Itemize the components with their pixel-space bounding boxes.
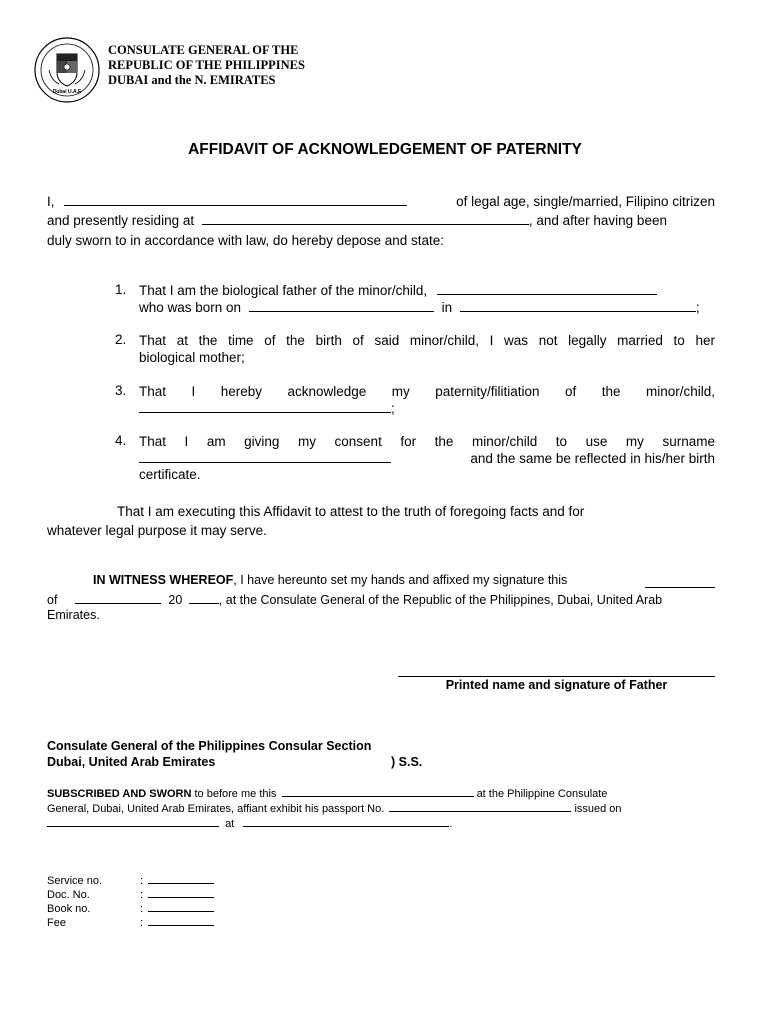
child-name-blank[interactable] — [437, 282, 657, 295]
witness-place: , at the Consulate General of the Republic of the Philippines, Dubai, United Arab — [218, 593, 663, 607]
item-1-line-1 — [139, 282, 715, 300]
item-1-text-d: ; — [695, 300, 700, 315]
field-colon: : — [140, 903, 144, 915]
signature-line[interactable] — [398, 676, 715, 677]
field-label: Fee — [47, 917, 66, 929]
field-label: Book no. — [47, 903, 91, 915]
item-1-number: 1. — [115, 282, 127, 297]
item-4-text-b: and the same be reflected in his/her birth — [470, 451, 715, 466]
year-blank[interactable] — [189, 591, 219, 604]
birth-date-blank[interactable] — [249, 299, 434, 312]
month-blank[interactable] — [75, 591, 161, 604]
signature-label: Printed name and signature of Father — [445, 678, 668, 692]
witness-line-1 — [93, 573, 717, 587]
sworn-issued: issued on — [574, 803, 622, 815]
witness-bold: IN WITNESS WHEREOF — [93, 573, 234, 587]
intro-line-3: duly sworn to in accordance with law, do hereby depose and state: — [47, 233, 444, 248]
item-4-line-2 — [139, 450, 715, 468]
intro-legal-age: of legal age, single/married, Filipino citrizen — [456, 194, 715, 209]
item-2-line-1: That at the time of the birth of said minor/child, I was not legally married to her — [139, 333, 715, 348]
sworn-line-3 — [47, 816, 452, 832]
item-1-text-c: in — [441, 300, 453, 315]
witness-year: 20 — [168, 593, 183, 607]
service-no-blank[interactable] — [148, 873, 214, 884]
intro-after-sworn: , and after having been — [528, 213, 667, 228]
item-2-line-2: biological mother; — [139, 350, 245, 365]
sworn-line-2 — [47, 801, 622, 817]
field-label: Doc. No. — [47, 889, 90, 901]
header-block — [108, 43, 305, 88]
sworn-at-consulate: at the Philippine Consulate — [476, 788, 608, 800]
consular-line-2: Dubai, United Arab Emirates — [47, 755, 216, 769]
sworn-line-1 — [47, 786, 607, 802]
seal-inner-text: Dubai U.A.E — [52, 89, 82, 95]
field-fee — [47, 915, 214, 931]
witness-line-2 — [47, 591, 662, 607]
intro-line-2 — [47, 211, 717, 230]
issued-place-blank[interactable] — [243, 816, 449, 827]
sworn-at: at — [225, 818, 235, 830]
sworn-to-before: to before me this — [194, 788, 277, 800]
item-3-text-b: ; — [391, 401, 395, 416]
sworn-line-2-text: General, Dubai, United Arab Emirates, affiant exhibit his passport No. — [47, 803, 385, 815]
intro-i: I, — [47, 194, 55, 209]
field-label: Service no. — [47, 875, 103, 887]
header-line-3: DUBAI and the N. EMIRATES — [108, 73, 276, 87]
intro-line-1 — [47, 192, 717, 211]
fee-blank[interactable] — [148, 915, 214, 926]
header-line-2: REPUBLIC OF THE PHILIPPINES — [108, 58, 305, 72]
header-line-1: CONSULATE GENERAL OF THE — [108, 43, 299, 57]
issued-date-blank[interactable] — [47, 816, 219, 827]
consulate-seal — [33, 36, 101, 104]
witness-rest: , I have hereunto set my hands and affixed my signature this — [233, 573, 568, 587]
item-3-line-2 — [139, 400, 715, 418]
intro-residing: and presently residing at — [47, 213, 195, 228]
sworn-date-blank[interactable] — [282, 786, 474, 797]
passport-blank[interactable] — [389, 801, 571, 812]
day-blank[interactable] — [645, 575, 715, 588]
field-colon: : — [140, 875, 144, 887]
witness-of: of — [47, 593, 58, 607]
field-colon: : — [140, 889, 144, 901]
item-3-number: 3. — [115, 383, 127, 398]
executing-line-2: whatever legal purpose it may serve. — [47, 523, 267, 538]
consular-ss: ) S.S. — [391, 755, 423, 769]
doc-no-blank[interactable] — [148, 887, 214, 898]
name-blank[interactable] — [64, 193, 407, 206]
sworn-period: . — [449, 818, 453, 830]
surname-blank[interactable] — [139, 450, 391, 463]
witness-end: Emirates. — [47, 608, 100, 622]
executing-line-1: That I am executing this Affidavit to attest to the truth of foregoing facts and for — [117, 504, 585, 519]
item-2-number: 2. — [115, 332, 127, 347]
birth-place-blank[interactable] — [460, 299, 696, 312]
item-1-text-b: who was born on — [139, 300, 242, 315]
item-1-line-2 — [139, 299, 715, 317]
item-4-line-1: That I am giving my consent for the minor/child to use my surname — [139, 434, 715, 449]
sworn-bold: SUBSCRIBED AND SWORN — [47, 788, 192, 800]
residence-blank[interactable] — [202, 212, 529, 225]
field-colon: : — [140, 917, 144, 929]
document-title: AFFIDAVIT OF ACKNOWLEDGEMENT OF PATERNITY — [188, 141, 582, 158]
book-no-blank[interactable] — [148, 901, 214, 912]
item-4-line-3: certificate. — [139, 467, 201, 482]
child-name-blank-2[interactable] — [139, 400, 391, 413]
consular-line-1: Consulate General of the Philippines Consular Section — [47, 739, 372, 753]
item-1-text-a: That I am the biological father of the minor/child, — [139, 283, 428, 298]
item-4-number: 4. — [115, 433, 127, 448]
item-3-line-1: That I hereby acknowledge my paternity/filitiation of the minor/child, — [139, 384, 715, 399]
